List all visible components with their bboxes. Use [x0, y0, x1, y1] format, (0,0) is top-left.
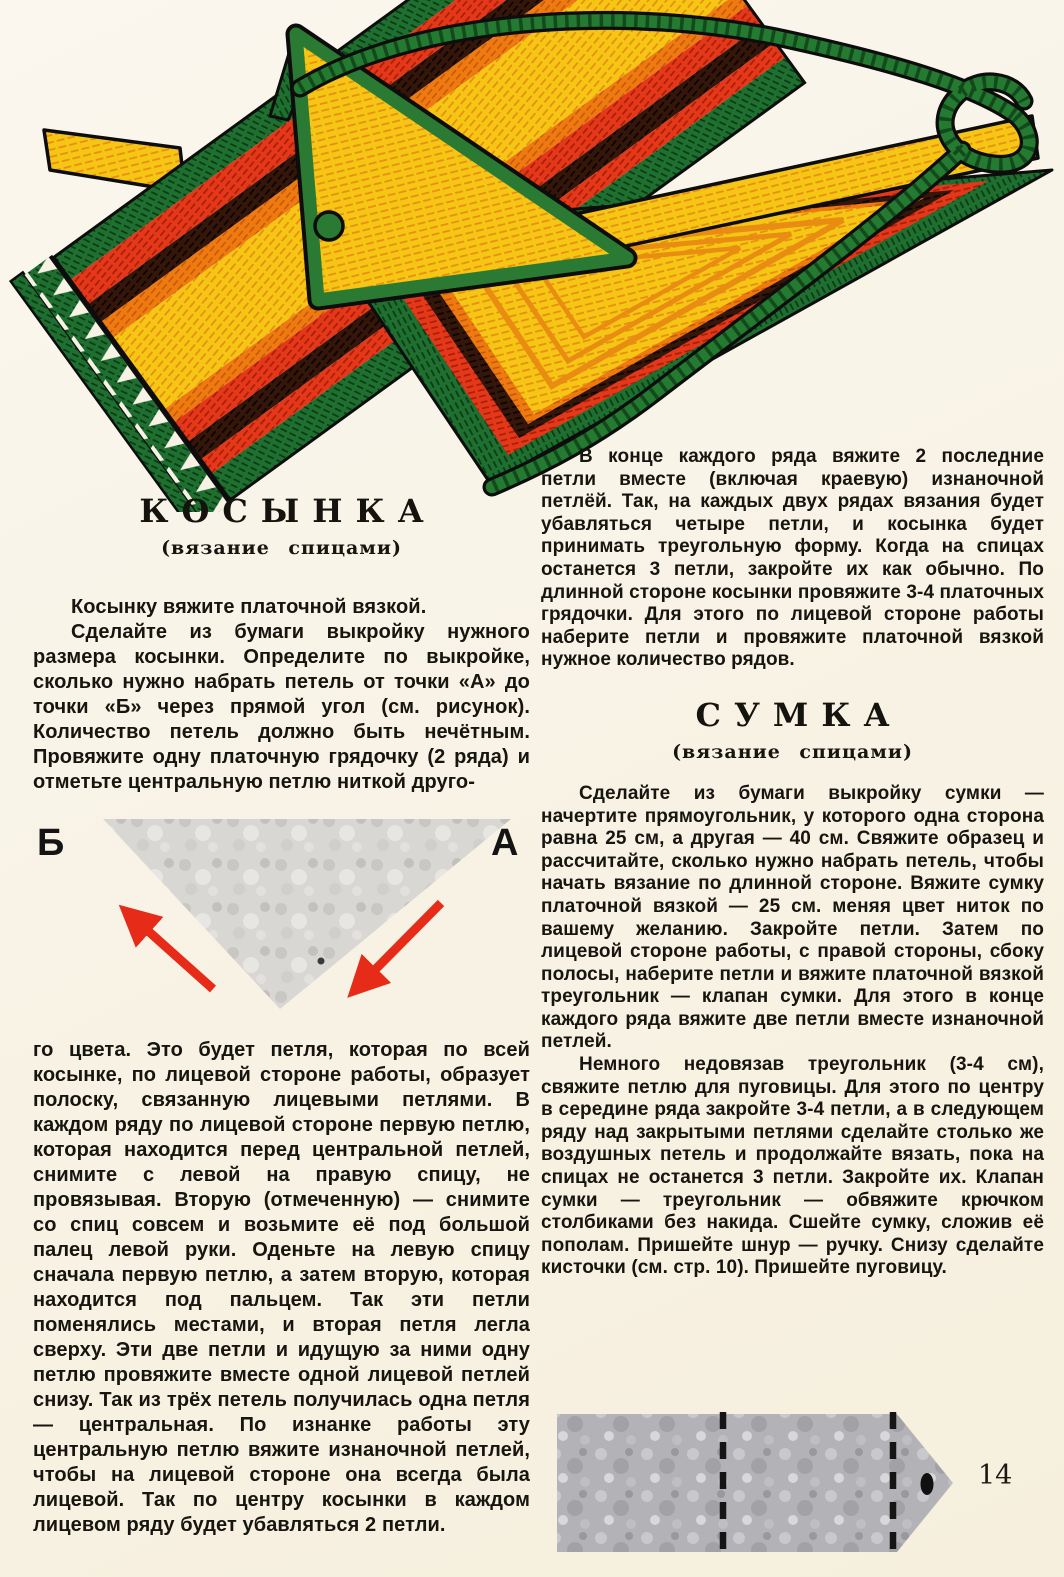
- paragraph: В конце каждого ряда вяжите 2 последние петли вместе (включая краевую) изнаночной петлёй. Так, на каждых двух рядах вязания будет убавляться четыре петли, и косынка будет принимать треугольную форму. Когда на спицах останется 3 петли, закройте их как обычно. По длинной стороне косынки провяжите 3-4 платочных грядочки. Для этого по лицевой стороне работы наберите петли и провяжите платочной вязкой нужное количество рядов.: [541, 446, 1044, 671]
- section-title-kosynka: КОСЫНКА: [139, 492, 437, 530]
- paragraph: Косынку вяжите платочной вязкой.: [71, 596, 427, 618]
- column-right: [541, 446, 1044, 1280]
- point-label-a: А: [491, 822, 519, 864]
- fabric-triangle: [103, 819, 511, 1009]
- page-number: 14: [978, 1460, 1013, 1491]
- paragraph: Сделайте из бумаги выкройку сумки — начертите прямоугольник, у которого одна сторона равна 25 см, а другая — 40 см. Свяжите образец и рассчитайте, сколько нужно набрать петель, чтобы начать вязание по длинной стороне. Вяжите сумку платочной вязкой — 25 см. меняя цвет ниток по вашему желанию. Закройте петли. Затем по лицевой стороне работы, с правой стороны, сбоку полосы, наберите петли и вяжите платочной вязкой треугольник — клапан сумки. Для этого в конце каждого ряда вяжите две петли вместе изнаночной петлей.: [541, 782, 1044, 1053]
- button-mark: [921, 1473, 934, 1495]
- kerchief-diagram-figure: [33, 811, 530, 1024]
- arrow-left: [128, 913, 213, 989]
- section-subtitle-sumka: (вязание спицами): [672, 740, 913, 763]
- section-title-sumka: СУМКА: [695, 695, 903, 734]
- paragraph: Немного недовязав треугольник (3-4 см), свяжите петлю для пуговицы. Для этого по центру в середине ряда закройте 3-4 петли, а в следующем ряду над закрытыми петлями сделайте столько же воздушных петель и продолжайте вязать, пока на спицах не останется 3 петли. Закройте их. Клапан сумки — треугольник — обвяжите крючком столбиками без накида. Сшейте сумку, сложив её пополам. Пришейте шнур — ручку. Снизу сделайте кисточки (см. стр. 10). Пришейте пуговицу.: [541, 1054, 1044, 1279]
- fabric-speck: [318, 958, 325, 965]
- paragraph: Сделайте из бумаги выкройку нужного размера косынки. Определите по выкройке, сколько нужно набрать петель от точки «А» до точки «Б» через прямой угол (см. рисунок). Количество петель должно быть нечётным. Провяжите одну платочную грядочку (2 ряда) и отметьте центральную петлю ниткой друго-: [33, 621, 530, 793]
- flap-button: [315, 212, 343, 240]
- bag-diagram-figure: [545, 1404, 1015, 1569]
- illustration-kerchief-and-bag: [0, 0, 1064, 512]
- point-label-b: Б: [37, 822, 65, 864]
- column-left: [33, 492, 530, 1538]
- paragraph: го цвета. Это будет петля, которая по всей косынке, по лицевой стороне работы, образует полоску, связанную лицевыми петлями. В каждом ряду по лицевой стороне первую петлю, которая находится перед центральной петлей, снимите с левой на правую спицу, не провязывая. Вторую (отмеченную) — снимите со спиц совсем и возьмите её под большой палец левой руки. Оденьте на левую спицу сначала первую петлю, а затем вторую, которая находится под пальцем. Так эти петли поменялись местами, и вторая петля легла сверху. Эти две петли и идущую за ними одну петлю провяжите вместе одной лицевой петлей снизу. Так из трёх петель получилась одна петля — центральная. По изнанке работы эту центральную петлю вяжите изнаночной петлей, чтобы на лицевой стороне она всегда была лицевой. Так по центру косынки в каждом лицевом ряду будет убавляться 2 петли.: [33, 1039, 530, 1536]
- section-subtitle-kosynka: (вязание спицами): [161, 537, 402, 559]
